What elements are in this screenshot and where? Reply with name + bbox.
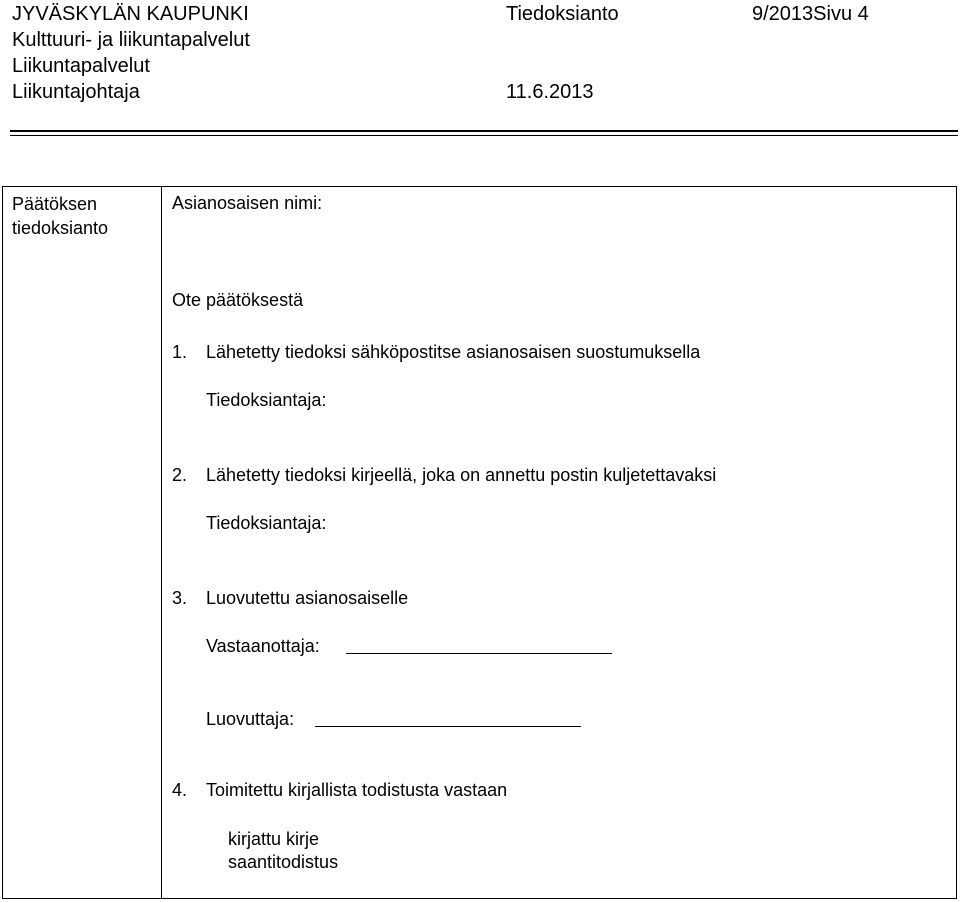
item-1-number: 1. bbox=[172, 342, 188, 362]
option-receipt: saantitodistus bbox=[228, 852, 339, 872]
item-3-text: Luovutettu asianosaiselle bbox=[206, 588, 409, 608]
option-registered-letter: kirjattu kirje bbox=[228, 829, 320, 849]
unit-name: Liikuntapalvelut bbox=[12, 55, 150, 77]
deliverer-label: Luovuttaja: bbox=[206, 709, 295, 729]
decision-extract-label: Ote päätöksestä bbox=[172, 290, 304, 310]
document-type: Tiedoksianto bbox=[506, 3, 619, 25]
item-2-number: 2. bbox=[172, 465, 188, 485]
header-rule-thick bbox=[10, 130, 958, 132]
document-date: 11.6.2013 bbox=[506, 81, 594, 103]
form-left-label: Päätöksen tiedoksianto bbox=[12, 194, 109, 238]
item-3-number: 3. bbox=[172, 588, 188, 608]
item-2-text: Lähetetty tiedoksi kirjeellä, joka on annettu postin kuljetettavaksi bbox=[206, 465, 717, 485]
item-4-number: 4. bbox=[172, 780, 188, 800]
receiver-signature-line bbox=[346, 653, 612, 654]
item-2-notifier-label: Tiedoksiantaja: bbox=[206, 513, 327, 533]
item-1-notifier-label: Tiedoksiantaja: bbox=[206, 390, 327, 410]
receiver-label: Vastaanottaja: bbox=[206, 636, 320, 656]
form-column-divider bbox=[161, 186, 162, 899]
deliverer-signature-line bbox=[315, 726, 581, 727]
department-name: Kulttuuri- ja liikuntapalvelut bbox=[12, 29, 250, 51]
item-4-text: Toimitettu kirjallista todistusta vastaan bbox=[206, 780, 508, 800]
role-title: Liikuntajohtaja bbox=[12, 81, 140, 103]
party-name-label: Asianosaisen nimi: bbox=[172, 193, 323, 213]
organization-name: JYVÄSKYLÄN KAUPUNKI bbox=[12, 3, 249, 25]
document-number-page: 9/2013Sivu 4 bbox=[752, 3, 869, 25]
header-rule-thin bbox=[10, 135, 958, 136]
item-1-text: Lähetetty tiedoksi sähköpostitse asianosaisen suostumuksella bbox=[206, 342, 701, 362]
